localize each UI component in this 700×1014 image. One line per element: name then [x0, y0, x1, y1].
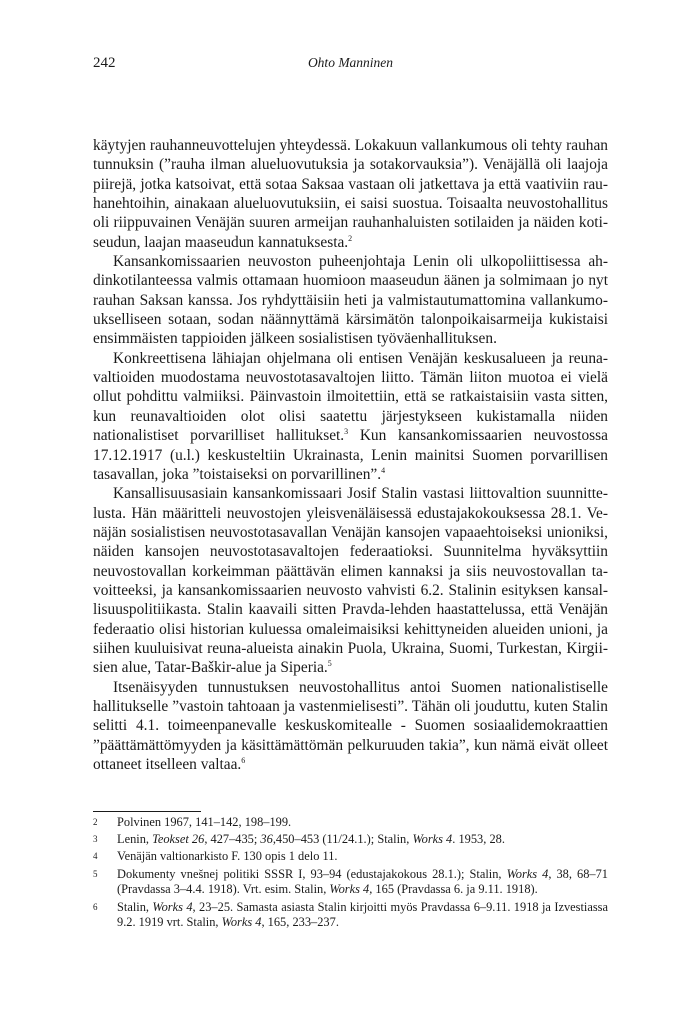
text-segment: Kun kansankomissaarien neuvostossa 17.12.1917 (u.l.) keskusteltiin Ukrainasta, Lenin mainitsi Suomen porvarillisen tasavallan, joka ”toistaiseksi on porvarillinen”.: [93, 427, 608, 483]
footnote-reference: 2: [348, 233, 353, 243]
footnote: [93, 815, 608, 831]
footnote-number: 2: [93, 817, 98, 827]
footnote: [93, 867, 608, 898]
footnote-number: 3: [93, 834, 98, 845]
footnote-text: ,450–453 (11/24.1.); Stalin,: [272, 832, 413, 847]
work-title: Works 4: [506, 866, 549, 881]
footnote-reference: 3: [344, 427, 349, 437]
text-segment: Konkreettisena lähiajan ohjelmana oli entisen Venäjän keskusalueen ja reunavaltioiden muodostama neuvostotasavaltojen liitto. Tämän liiton muotoa ei vielä ollut pohdittu valmiiksi. Päinvastoin ilmoitettiin, että se ratkaistaisiin vasta sitten, kun reunavaltioiden olot olisi saatettu järjestykseen kukistamalla niiden nationalistiset porvarilliset hallitukset.: [93, 349, 608, 445]
footnote-text: . 1953, 28.: [452, 832, 505, 847]
footnote-text: , 165 (Pravdassa 6. ja 9.11. 1918).: [369, 882, 538, 897]
footnote: [93, 832, 608, 848]
footnote: [93, 900, 608, 931]
footnote: [93, 849, 608, 865]
text-segment: käytyjen rauhanneuvottelujen yhteydessä. Lokakuun vallankumous oli tehty rauhan tunnuksin (”rauha ilman alueluovutuksia ja sotakorvauksia”). Venäjällä oli laajoja piirejä, jotka katsoivat, että sotaa Saksaa vastaan oli jatkettava ja että vaativiin rauhanehtoihin, ainakaan alueluovutuksiin, ei saisi suostua. Toisaalta neuvostohallitus oli riippuvainen Venäjän suuren armeijan rauhanhaluisten sotilaiden ja näiden kotiseudun, laajan maaseudun kannatuksesta.: [93, 137, 608, 251]
footnote-text: Lenin,: [117, 832, 153, 847]
work-title: Teokset 26: [152, 832, 205, 847]
paragraph: [93, 678, 608, 775]
work-title: 36: [260, 832, 273, 847]
footnote-number: 6: [93, 901, 98, 912]
footnote-divider: [93, 811, 201, 812]
paragraph: [93, 349, 608, 484]
footnote-text: , 38, 68–71 (Pravdassa 3–4.4. 1918). Vrt. esim. Stalin,: [117, 866, 608, 897]
text-segment: Kansankomissaarien neuvoston puheenjohtaja Lenin oli ulkopoliittisessa ahdinkotilanteessa valmis ottamaan huomioon maaseudun äänen ja solmimaan jo nyt rauhan Saksan kanssa. Jos ryhdyttäisiin heti ja valmistautumattomina vallankumoukselliseen sotaan, sodan näännyttämä kärsimätön talonpoikaisarmeija kukistaisi ensimmäisten tappioiden jälkeen sosialistisen työväenhallituksen.: [93, 253, 608, 348]
paragraph: [93, 484, 608, 677]
footnote-text: Venäjän valtionarkisto F. 130 opis 1 delo 11.: [117, 849, 338, 864]
running-head: Ohto Manninen: [307, 55, 394, 70]
work-title: Works 4: [412, 832, 453, 847]
page-number: 242: [93, 55, 116, 71]
body-text: [93, 136, 608, 774]
footnote-text: Dokumenty vnešnej politiki SSSR I, 93–94 (edustajakokous 28.1.); Stalin,: [117, 866, 507, 881]
footnote-number: 4: [93, 851, 98, 862]
footnote-text: Stalin,: [117, 899, 153, 914]
footnote-number: 5: [93, 868, 98, 879]
footnote-text: , 165, 233–237.: [261, 915, 339, 930]
footnotes: [93, 815, 608, 932]
footnote-text: Polvinen 1967, 141–142, 198–199.: [117, 815, 292, 829]
footnote-text: , 23–25. Samasta asiasta Stalin kirjoitti myös Pravdassa 6–9.11. 1918 ja Izvestiassa 9.2. 1919 vrt. Stalin,: [117, 899, 608, 930]
text-segment: Kansallisuusasiain kansankomissaari Josif Stalin vastasi liittovaltion suunnittelusta. Hän määritteli neuvostojen yleisvenäläisessä edustajakokouksessa 28.1. Venäjän sosialistisen neuvostotasavallan Venäjän kansojen vapaaehtoiseksi unioniksi, näiden kansojen neuvostotasavaltojen federaatioksi. Suunnitelma hyväksyttiin neuvostovallan korkeimman päättävän elimen kannaksi ja siis neuvostovallan tavoitteeksi, ja kansankomissaarien neuvosto vahvisti 6.2. Stalinin esityksen kansallisuuspolitiikasta. Stalin kaavaili sitten Pravda-lehden haastattelussa, että Venäjän federaatio olisi historian kuluessa omaleimaisiksi kehittyneiden alueiden unioni, ja siihen kuuluisivat reuna-alueista ainakin Puola, Ukraina, Suomi, Turkestan, Kirgiisien alue, Tatar-Baškir-alue ja Siperia.: [93, 485, 608, 677]
work-title: Works 4: [221, 915, 262, 930]
footnote-reference: 6: [241, 756, 246, 765]
work-title: Works 4: [329, 882, 370, 897]
footnote-text: , 427–435;: [204, 832, 261, 847]
page-header: [93, 55, 608, 75]
footnote-reference: 5: [327, 659, 332, 669]
work-title: Works 4: [152, 899, 193, 914]
footnote-reference: 4: [381, 465, 386, 475]
paragraph: [93, 136, 608, 252]
text-segment: Itsenäisyyden tunnustuksen neuvostohallitus antoi Suomen nationalistiselle hallitukselle ”vastoin tahtoaan ja vastenmielisesti”. Tähän oli jouduttu, kuten Stalin selitti 4.1. toimeenpanevalle keskuskomitealle - Suomen sosiaalidemokraattien ”päättämättömyyden ja käsittämättömän pelkuruuden takia”, kun nämä eivät olleet ottaneet itselleen valtaa.: [93, 678, 608, 773]
paragraph: [93, 252, 608, 349]
